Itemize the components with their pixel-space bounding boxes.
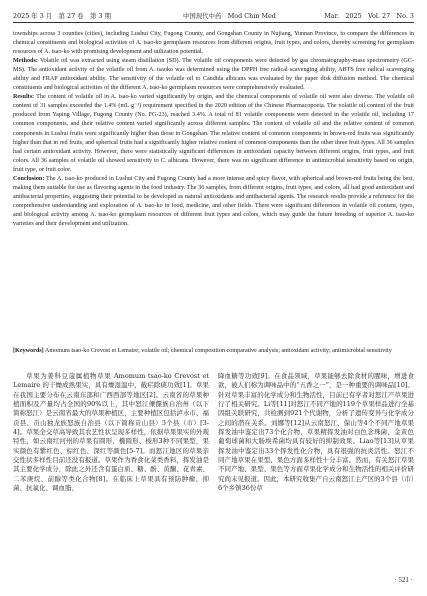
results-label: Results: (13, 94, 35, 101)
body-paragraph: 降血糖等功效[9]。在食品领域，草果能够去除食材的腥味，增进食欲，被人们称为调味品中的“五香之一”，是一种重要的调味品[10]。针对草果丰富的化学成分和生物活性，目前已有学者对怒江产草果进行了相关研究。Li等[11]对怒江不同产地的119个草果样品进行全基因组关联研究，共检测到921个代谢物，分析了遗传变异与化学成分之间的潜在关系。刘娜等[12]从云南怒江、保山等4个不同产地草果挥发油中鉴定出73个化合物，草果精挥发油对白色念珠菌、金黄色葡萄球菌和大肠埃希菌均具有较好的抑制效果。Liao等[13]从草果挥发油中鉴定出33个挥发性化合物，具有很强的抗炎活性。怒江不同产地草果在果型、果色方面多样性十分丰富。然而，有关怒江草果不同产地、果型、果色等方面草果化学成分和生物活性的相关评价研究尚未见报道。因此，本研究收集产自云南怒江主产区的3个县（市）6个乡镇36份草 (218, 372, 414, 493)
abstract-intro: townships across 3 counties (cities), including Lushui City, Fugong County, and Gongshan County in Nujiang, Yunnan Province, to compare the differences in chemical constituents and biological activities of A. tsao-ko germplasm resources from different origins, fruit types, and colors, thereby screening for germplasm resources of A. tsao-ko with promising development and utilization potential. (13, 31, 414, 56)
conclusion-text: The A. tsao-ko produced in Lushui City and Fugong County had a more intense and spicy flavor, with spherical and brown-red fruits being the best, making them suitable for use as flavoring agents in the food industry. The 36 samples, from different origins, fruit types, and colors, all had good antioxidant and antibacterial properties, suggesting their potential to be developed as natural antioxidants and antibacterial agents. The research results provide a reference for the comprehensive understanding and exploration of A. tsao-ko in food, medicine, and other fields. There were significant differences in volatile oil content, types, and biological activity among A. tsao-ko germplasm resources of different fruit types and colors, which may guide the future breeding of superior A. tsao-ko varieties and their development and utilization. (13, 175, 414, 227)
results-text: The content of volatile oil in A. tsao-ko varied significantly by origin, and the chemical components of volatile oil were also diverse. The volatile oil content of 31 samples exceeded the 1.4% (mL·g⁻¹) requirement specified in the 2020 edition of the Chinese Pharmacopoeia. The volatile oil content of the fruit produced from Yaping Village, Fugong County (No. FG-23), reached 3.4%. A total of 81 volatile components were detected in the volatile oil, including 17 common components, and their relative content varied significantly across different samples. The content of volatile oil and the relative content of common components in Lushui fruits were significantly higher than those in Gongshan. The relative content of common components in brown-red fruits was significantly higher than that in red fruits, and spherical fruits had a significantly higher relative content of common components than the other three fruit types. All 36 samples had certain antioxidant activity. However, there were statistically significant differences in antioxidant capacity between different origins, fruit types, and fruit colors. All 36 samples of volatile oil showed sensitivity to C. albicans. However, there was no significant difference in antimicrobial sensitivity based on origin, fruit type, or fruit color. (13, 94, 414, 173)
header-right: Mar. 2025 Vol. 27 No. 3 (324, 12, 414, 20)
abstract-conclusion (13, 175, 414, 229)
page-number: · 521 · (394, 576, 413, 584)
abstract-methods (13, 57, 414, 93)
methods-text: Volatile oil was extracted using steam distillation (SD). The volatile oil components were detected by gas chromatography-mass spectrometry (GC-MS). The antioxidant activity of the volatile oil from A. tsaoko was determined using the DPPH free radical scavenging ability, ABTS free radical scavenging ability and FRAP antioxidant ability. The sensitivity of the volatile oil to Candida albicans was evaluated by the paper disk diffusion method. The chemical constituents and biological activities of the different A. tsao-ko germplasm resources were comprehensively evaluated. (13, 58, 414, 92)
abstract-results (13, 93, 414, 174)
keywords-text: Amomum tsao-ko Crevost et Lemaire; volatile oil; chemical composition comparative analysis; antioxidant activity; antimicrobial sensitivity (44, 348, 392, 354)
methods-label: Methods: (13, 58, 38, 65)
conclusion-label: Conclusion: (13, 175, 45, 182)
body-paragraph: 草果为姜科豆蔻属植物草果 Amomum tsao-ko Crevost et Lemaire 的干燥成熟果实，具有燥湿温中，截疟除痰功效[1]。草果在我国主要分布在云南东部和广西西部等地区[2]。云南省的草果种植面积及产量均占全国的90%以上，其中怒江傈僳族自治州（以下简称怒江）是云南省最大的草果种植区，主要种植区包括泸水市、福贡县、贡山独龙族怒族自治县（以下简称贡山县）3个县（市）[3-4]。草果全交草高导致其农艺性状呈现多样性，依据草果果实的外观特性，如云南红河州的草果有圆形、椭圆形、梭形3种不同果型，果实颜色有紫红色、棕红色、深红等颜色[5-7]。而怒江地区的草果亲交性状多样性目前还没有报道。草果作为香食化菜类香料，挥发油是其主要化学成分，除此之外还含有蛋白质、糖、酚、黄酮、花青素、二苯庚烷、前醇等类化合物[8]。在临床上草果具有预防肿瘤、抑菌、抗氧化、调血脂、 (13, 372, 209, 493)
header-center: 中国现代中药 Mod Chin Med (183, 12, 276, 20)
header-left: 2025 年 3 月 第 27 卷 第 3 期 (13, 12, 111, 20)
english-abstract (13, 30, 414, 229)
body-right-column (218, 372, 414, 493)
body-left-column (13, 372, 209, 493)
keywords (13, 347, 414, 356)
keywords-label: [Keywords] (13, 348, 44, 354)
running-header (13, 10, 414, 23)
